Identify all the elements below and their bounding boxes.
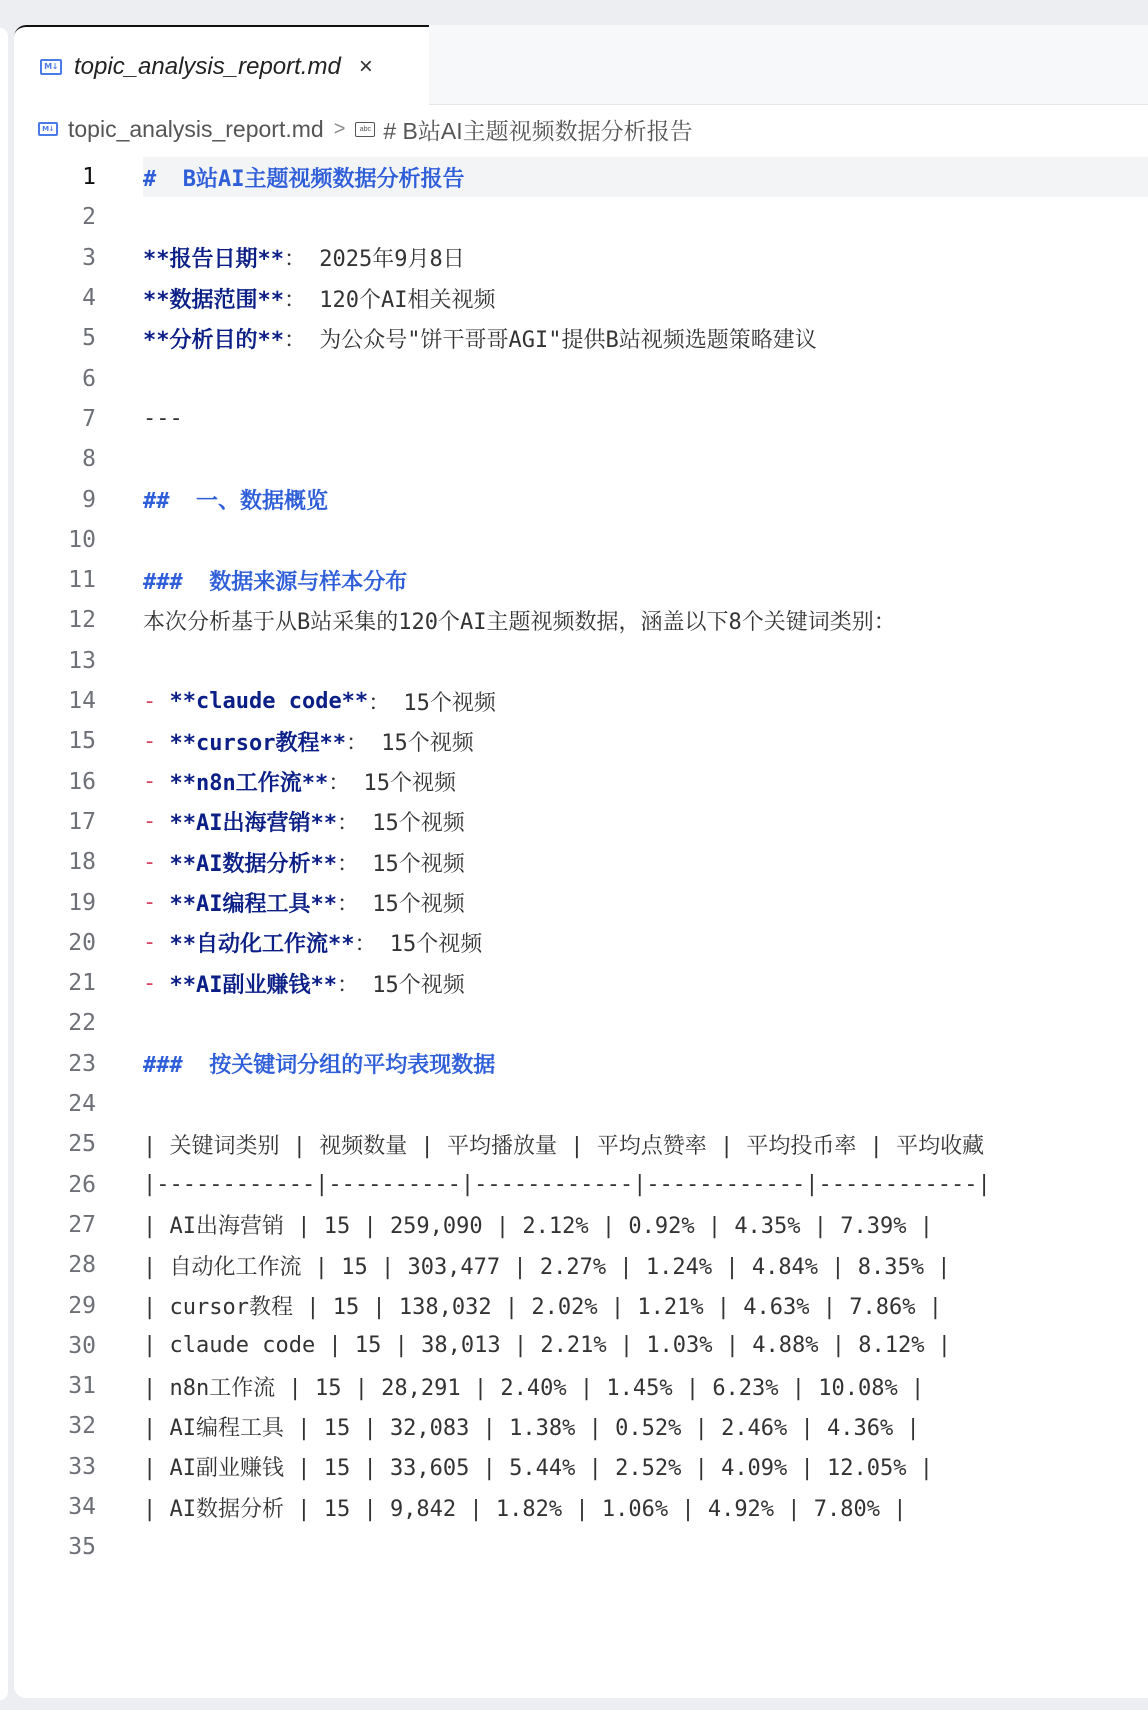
line-content [143, 520, 1148, 560]
code-line[interactable] [14, 923, 1148, 963]
token-txt: | 自动化工作流 | 15 | 303,477 | 2.27% | 1.24% | 4.84% | 8.35% | [143, 1254, 951, 1280]
token-txt: ： 15个视频 [336, 972, 465, 998]
code-line[interactable] [14, 721, 1148, 761]
code-line[interactable] [14, 318, 1148, 358]
code-line[interactable] [14, 157, 1148, 197]
line-number: 7 [82, 405, 96, 432]
line-content [143, 681, 1148, 721]
tab-bar [14, 25, 1148, 105]
line-number: 4 [82, 285, 96, 312]
line-content [143, 923, 1148, 963]
token-dash: - [143, 890, 170, 916]
line-number: 34 [68, 1494, 96, 1521]
token-b: **AI出海营销** [169, 811, 337, 837]
line-content [143, 1165, 1148, 1205]
line-number: 2 [82, 204, 96, 231]
line-number: 20 [68, 929, 96, 956]
token-h: ### 数据来源与样本分布 [143, 569, 408, 595]
breadcrumb-heading[interactable]: # B站AI主题视频数据分析报告 [383, 117, 693, 144]
token-b: **cursor教程** [169, 730, 346, 756]
line-content [143, 238, 1148, 278]
line-number: 22 [68, 1010, 96, 1037]
line-number: 5 [82, 325, 96, 352]
code-line[interactable] [14, 560, 1148, 600]
token-h: ### 按关键词分组的平均表现数据 [143, 1053, 496, 1079]
token-txt: ： 15个视频 [336, 892, 465, 918]
line-content [143, 278, 1148, 318]
breadcrumb-file[interactable]: topic_analysis_report.md [68, 115, 324, 142]
tab-topic-analysis-report[interactable] [14, 25, 429, 106]
line-number: 21 [68, 970, 96, 997]
line-number: 11 [68, 567, 96, 594]
code-line[interactable] [14, 681, 1148, 721]
token-txt: ： 120个AI相关视频 [283, 287, 496, 313]
code-line[interactable] [14, 1366, 1148, 1406]
line-number: 3 [82, 244, 96, 271]
token-dash: - [143, 930, 170, 956]
token-dash: - [143, 849, 170, 875]
code-line[interactable] [14, 1326, 1148, 1366]
code-line[interactable] [14, 479, 1148, 519]
code-line[interactable] [14, 802, 1148, 842]
line-number: 12 [68, 607, 96, 634]
line-content [143, 197, 1148, 237]
line-content [143, 802, 1148, 842]
code-line[interactable] [14, 520, 1148, 560]
token-txt: ： 15个视频 [345, 730, 474, 756]
token-b: **分析目的** [143, 327, 284, 353]
line-content [143, 439, 1148, 479]
line-number: 33 [68, 1453, 96, 1480]
token-txt: | cursor教程 | 15 | 138,032 | 2.02% | 1.21% | 4.63% | 7.86% | [143, 1295, 942, 1321]
token-b: **AI数据分析** [169, 851, 337, 877]
line-content [143, 963, 1148, 1003]
code-line[interactable] [14, 1084, 1148, 1124]
line-content [143, 641, 1148, 681]
token-txt: 本次分析基于从B站采集的120个AI主题视频数据，涵盖以下8个关键词类别： [143, 609, 896, 635]
line-content [143, 157, 1148, 197]
line-content [143, 1003, 1148, 1043]
code-line[interactable] [14, 1447, 1148, 1487]
breadcrumb [38, 105, 1148, 153]
token-b: **claude code** [169, 688, 369, 714]
line-number: 15 [68, 728, 96, 755]
close-icon[interactable]: × [358, 52, 373, 80]
code-line[interactable] [14, 762, 1148, 802]
token-txt: ： 15个视频 [336, 811, 465, 837]
token-txt: ： 15个视频 [336, 851, 465, 877]
line-number: 30 [68, 1332, 96, 1359]
line-number: 31 [68, 1373, 96, 1400]
token-dash: - [143, 809, 170, 835]
token-txt: | 关键词类别 | 视频数量 | 平均播放量 | 平均点赞率 | 平均投币率 | 平均收藏 [143, 1133, 985, 1159]
line-number: 17 [68, 808, 96, 835]
code-line[interactable] [14, 842, 1148, 882]
line-content [143, 1245, 1148, 1285]
code-line[interactable] [14, 1285, 1148, 1325]
token-b: **自动化工作流** [169, 932, 355, 958]
line-number: 18 [68, 849, 96, 876]
line-content [143, 1124, 1148, 1164]
token-b: **数据范围** [143, 287, 284, 313]
token-txt: | AI出海营销 | 15 | 259,090 | 2.12% | 0.92% | 4.35% | 7.39% | [143, 1214, 933, 1240]
chevron-right-icon: > [333, 117, 346, 140]
line-content [143, 883, 1148, 923]
token-h: # B站AI主题视频数据分析报告 [143, 166, 465, 192]
token-txt: ： 15个视频 [354, 932, 483, 958]
token-txt: | n8n工作流 | 15 | 28,291 | 2.40% | 1.45% | 6.23% | 10.08% | [143, 1375, 925, 1401]
line-content [143, 762, 1148, 802]
line-content [143, 480, 1148, 520]
token-txt: --- [143, 406, 183, 432]
code-line[interactable] [14, 1245, 1148, 1285]
code-line[interactable] [14, 1406, 1148, 1446]
line-content [143, 1286, 1148, 1326]
token-dash: - [143, 728, 170, 754]
line-content [143, 1447, 1148, 1487]
code-line[interactable] [14, 963, 1148, 1003]
line-number: 25 [68, 1131, 96, 1158]
token-txt: ： 2025年9月8日 [283, 247, 465, 273]
line-number: 23 [68, 1050, 96, 1077]
token-txt: ： 15个视频 [328, 771, 456, 797]
token-h: ## 一、数据概览 [143, 489, 328, 515]
token-txt: ： 为公众号"饼干哥哥AGI"提供B站视频选题策略建议 [283, 327, 817, 353]
tab-title: topic_analysis_report.md [74, 52, 341, 80]
line-content [143, 359, 1148, 399]
line-content [143, 1205, 1148, 1245]
editor-panel [14, 25, 1148, 1698]
line-content [143, 842, 1148, 882]
code-line[interactable] [14, 278, 1148, 318]
token-txt: | AI编程工具 | 15 | 32,083 | 1.38% | 0.52% | 2.46% | 4.36% | [143, 1415, 920, 1441]
code-line[interactable] [14, 1205, 1148, 1245]
code-line[interactable] [14, 1165, 1148, 1205]
code-line[interactable] [14, 600, 1148, 640]
code-line[interactable] [14, 439, 1148, 479]
line-content [143, 600, 1148, 640]
line-number: 28 [68, 1252, 96, 1279]
line-number: 10 [68, 526, 96, 553]
line-content [143, 721, 1148, 761]
line-number: 9 [82, 486, 96, 513]
line-number: 13 [68, 647, 96, 674]
line-number: 32 [68, 1413, 96, 1440]
token-b: **n8n工作流** [169, 771, 329, 797]
side-panel-edge [0, 28, 8, 1700]
token-dash: - [143, 769, 170, 795]
line-content [143, 1366, 1148, 1406]
token-dash: - [143, 688, 170, 714]
token-b: **报告日期** [143, 247, 284, 273]
code-line[interactable] [14, 1487, 1148, 1527]
line-number: 8 [82, 446, 96, 473]
code-line[interactable] [14, 1124, 1148, 1164]
line-content [143, 1084, 1148, 1124]
markdown-icon: M↓ [40, 59, 62, 75]
code-line[interactable] [14, 359, 1148, 399]
token-b: **AI编程工具** [169, 892, 337, 918]
line-number: 24 [68, 1091, 96, 1118]
token-txt: | AI副业赚钱 | 15 | 33,605 | 5.44% | 2.52% | 4.09% | 12.05% | [143, 1456, 933, 1482]
token-b: **AI副业赚钱** [169, 972, 337, 998]
code-editor[interactable] [14, 153, 1148, 1698]
token-txt: ： 15个视频 [368, 690, 496, 716]
string-symbol-icon: abc [355, 122, 375, 137]
code-line[interactable] [14, 238, 1148, 278]
line-number: 1 [82, 164, 96, 191]
token-txt: | AI数据分析 | 15 | 9,842 | 1.82% | 1.06% | 4.92% | 7.80% | [143, 1496, 907, 1522]
code-line[interactable] [14, 882, 1148, 922]
line-number: 14 [68, 688, 96, 715]
line-content [143, 318, 1148, 358]
line-content [143, 1487, 1148, 1527]
line-number: 35 [68, 1534, 96, 1561]
code-line[interactable] [14, 1044, 1148, 1084]
line-content [143, 399, 1148, 439]
line-number: 16 [68, 768, 96, 795]
code-line[interactable] [14, 641, 1148, 681]
markdown-icon: M↓ [38, 122, 58, 136]
code-line[interactable] [14, 399, 1148, 439]
line-number: 29 [68, 1292, 96, 1319]
line-content [143, 1044, 1148, 1084]
line-number: 19 [68, 889, 96, 916]
code-line[interactable] [14, 1527, 1148, 1567]
code-line[interactable] [14, 1003, 1148, 1043]
token-txt: | claude code | 15 | 38,013 | 2.21% | 1.03% | 4.88% | 8.12% | [143, 1333, 951, 1359]
line-number: 27 [68, 1211, 96, 1238]
line-number: 26 [68, 1171, 96, 1198]
code-line[interactable] [14, 197, 1148, 237]
line-content [143, 1527, 1148, 1567]
token-dash: - [143, 970, 170, 996]
line-content [143, 1326, 1148, 1366]
line-content [143, 560, 1148, 600]
line-content [143, 1406, 1148, 1446]
line-number: 6 [82, 365, 96, 392]
token-txt: |------------|----------|------------|------------|------------| [143, 1172, 991, 1198]
